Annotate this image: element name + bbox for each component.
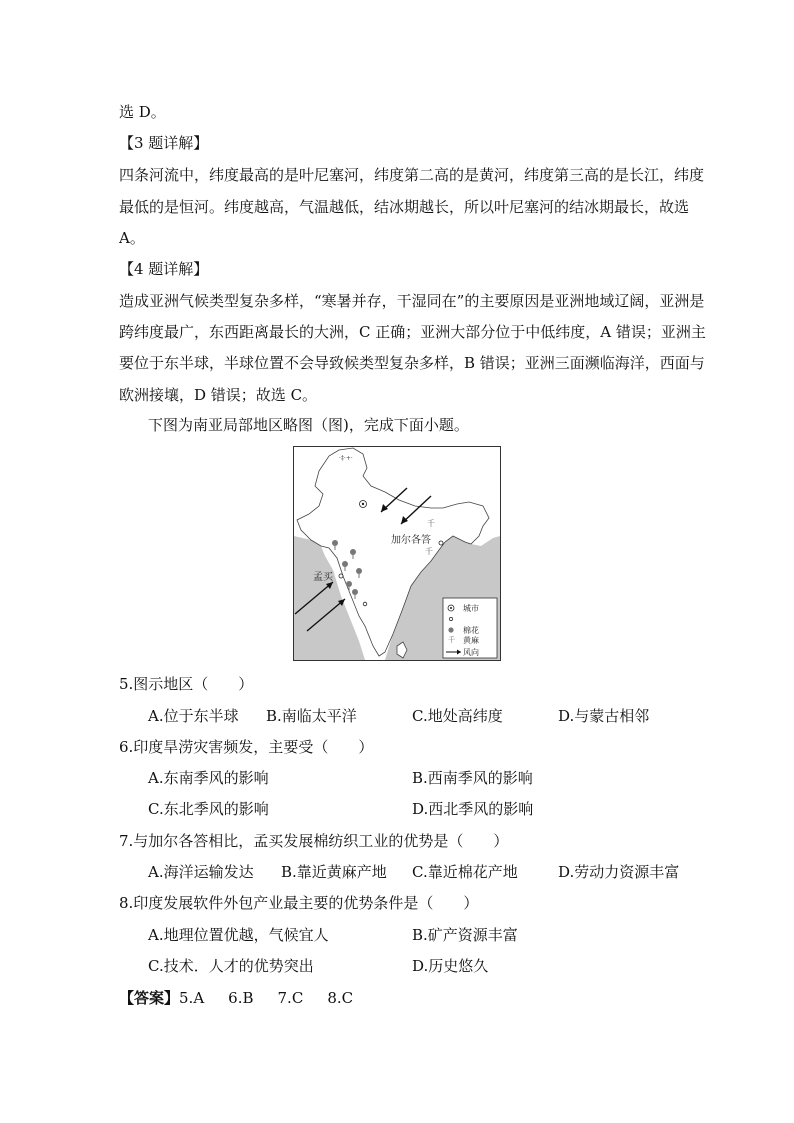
jute-icon: 千 xyxy=(425,547,433,556)
question-8-stem: 8.印度发展软件外包产业最主要的优势条件是（ ） xyxy=(119,894,479,912)
q8-option-b: B.矿产资源丰富 xyxy=(412,926,518,944)
q4-line-2: 跨纬度最广，东西距离最长的大洲，C 正确；亚洲大部分位于中低纬度，A 错误；亚洲主 xyxy=(119,323,706,341)
q5-option-b: B.南临太平洋 xyxy=(266,707,357,725)
answer-label: 【答案】 xyxy=(119,989,180,1007)
q4-line-4: 欧洲接壤，D 错误；故选 C。 xyxy=(119,386,318,404)
q5-option-a: A.位于东半球 xyxy=(148,707,239,725)
q8-option-c: C.技术．人才的优势突出 xyxy=(148,957,314,975)
q7-option-b: B.靠近黄麻产地 xyxy=(281,863,387,881)
mumbai-label: 孟买 xyxy=(313,572,333,583)
q6-option-b: B.西南季风的影响 xyxy=(412,769,533,787)
answer-5: 5.A xyxy=(179,989,205,1007)
q3-line-2: 最低的是恒河。纬度越高，气温越低，结冰期越长，所以叶尼塞河的结冰期最长，故选 xyxy=(119,198,690,216)
q4-line-3: 要位于东半球，半球位置不会导致候类型复杂多样，B 错误；亚洲三面濒临海洋，西面与 xyxy=(119,354,705,372)
kolkata-city-dot xyxy=(439,541,443,545)
answer-line xyxy=(119,988,353,1008)
q6-option-c: C.东北季风的影响 xyxy=(148,800,269,818)
legend-city: 城市 xyxy=(463,604,479,613)
q8-option-d: D.历史悠久 xyxy=(412,957,489,975)
q3-line-1: 四条河流中，纬度最高的是叶尼塞河，纬度第二高的是黄河，纬度第三高的是长江，纬度 xyxy=(119,166,705,184)
question-6-stem: 6.印度旱涝灾害频发，主要受（ ） xyxy=(119,738,374,756)
q6-option-a: A.东南季风的影响 xyxy=(148,769,269,787)
south-asia-map xyxy=(293,446,501,661)
legend-cotton-icon xyxy=(448,627,453,632)
q3-heading: 【3 题详解】 xyxy=(119,134,209,152)
question-7-stem: 7.与加尔各答相比，孟买发展棉纺织工业的优势是（ ） xyxy=(119,832,509,850)
answer-6: 6.B xyxy=(228,989,254,1007)
q8-option-a: A.地理位置优越，气候宜人 xyxy=(148,926,329,944)
q5-option-c: C.地处高纬度 xyxy=(412,707,503,725)
answer-7: 7.C xyxy=(277,989,304,1007)
figure-intro: 下图为南亚局部地区略图（图)，完成下面小题。 xyxy=(148,416,469,434)
legend-jute-icon: 千 xyxy=(448,636,455,644)
legend-jute: 黄麻 xyxy=(463,636,479,645)
q5-option-d: D.与蒙古相邻 xyxy=(558,707,650,725)
q7-option-d: D.劳动力资源丰富 xyxy=(558,863,680,881)
jute-icon: 千 xyxy=(427,519,435,528)
q3-line-3: A。 xyxy=(119,229,145,247)
q7-option-a: A.海洋运输发达 xyxy=(148,863,254,881)
legend-wind: 风向 xyxy=(463,648,479,657)
q6-option-d: D.西北季风的影响 xyxy=(412,800,534,818)
kashmir-marks: ·‡·+· xyxy=(339,455,353,462)
city-dot xyxy=(363,602,367,606)
q4-line-1: 造成亚洲气候类型复杂多样，“寒暑并存，干湿同在”的主要原因是亚洲地域辽阔，亚洲是 xyxy=(119,292,705,310)
prev-answer-line: 选 D。 xyxy=(119,103,166,121)
q4-heading: 【4 题详解】 xyxy=(119,260,209,278)
kolkata-label: 加尔各答 xyxy=(391,535,431,546)
legend-cotton: 棉花 xyxy=(463,626,479,635)
answer-8: 8.C xyxy=(327,989,354,1007)
q7-option-c: C.靠近棉花产地 xyxy=(412,863,518,881)
mumbai-city-dot xyxy=(339,574,343,578)
question-5-stem: 5.图示地区（ ） xyxy=(119,675,254,693)
